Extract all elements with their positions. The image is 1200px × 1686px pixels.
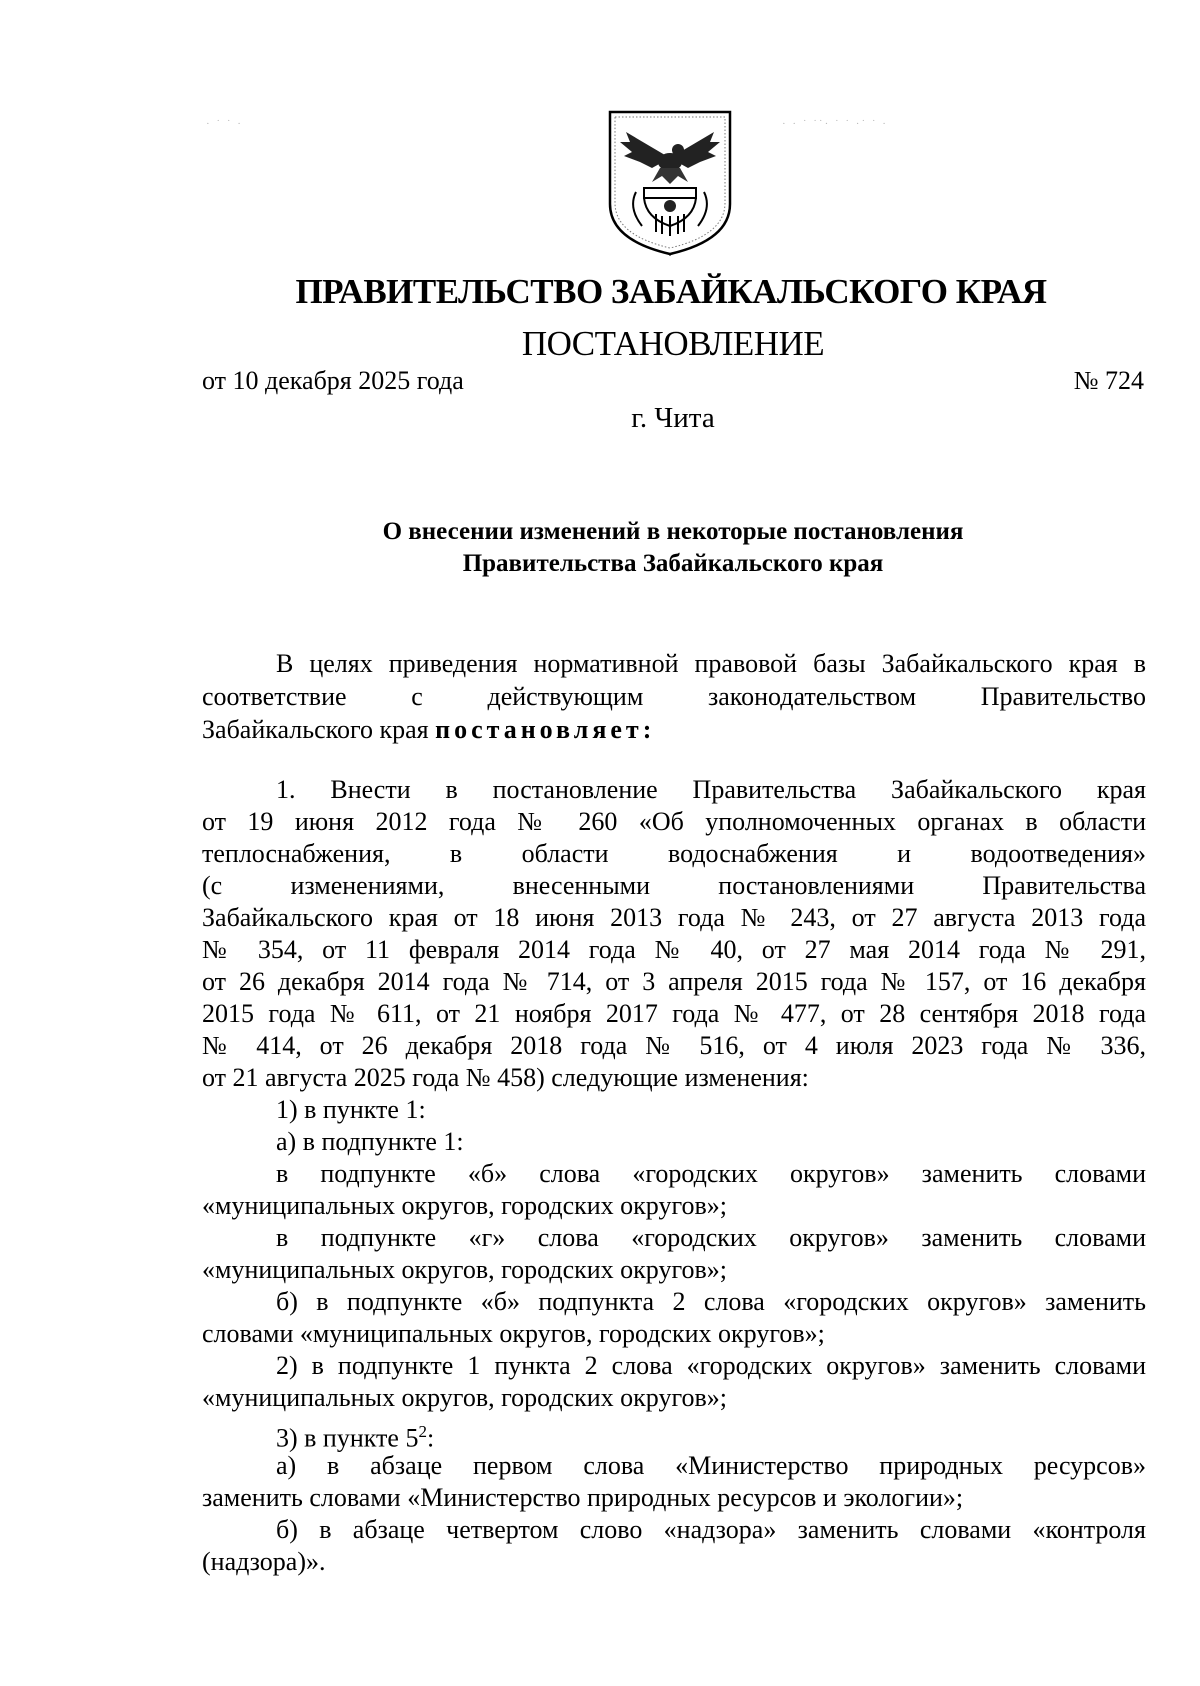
change-p1a-b-line-2: «муниципальных округов, городских округов»;: [202, 1191, 727, 1220]
change-p3-prefix: 3) в пункте 5: [276, 1423, 419, 1453]
change-p1a-g-line-2: «муниципальных округов, городских округов»;: [202, 1255, 727, 1284]
government-title: ПРАВИТЕЛЬСТВО ЗАБАЙКАЛЬСКОГО КРАЯ: [295, 272, 1047, 311]
document-date: от 10 декабря 2025 года: [202, 366, 464, 395]
change-p3: [276, 1416, 1146, 1453]
change-p3-suffix: :: [426, 1423, 435, 1453]
item1-line-6: № 354, от 11 февраля 2014 года № 40, от 27 мая 2014 года № 291,: [202, 935, 1146, 964]
item1-line-3: теплоснабжения, в области водоснабжения и водоотведения»: [202, 839, 1146, 868]
subject-line-1: О внесении изменений в некоторые постановления: [382, 518, 964, 545]
item1-line-10: от 21 августа 2025 года № 458) следующие изменения:: [202, 1063, 809, 1092]
preamble-line-3: [202, 714, 1146, 746]
preamble-line-3-text: Забайкальского края: [202, 715, 429, 744]
change-p3a-line-2: заменить словами «Министерство природных ресурсов и экологии»;: [202, 1483, 964, 1512]
document-city: г. Чита: [631, 402, 715, 434]
change-p3-superscript: 2: [418, 1422, 427, 1441]
scan-noise-left: · ˙ ˙ ·: [206, 118, 243, 130]
document-type: ПОСТАНОВЛЕНИЕ: [521, 324, 825, 363]
change-p2-line-2: «муниципальных округов, городских округов»;: [202, 1383, 727, 1412]
decree-word: постановляет:: [435, 715, 656, 744]
scan-noise-right: · · ˙ ˙˙· ˙ ˙ ·˙ ˙ ·: [782, 118, 888, 130]
preamble-line-2: соответствие с действующим законодательством Правительство: [202, 682, 1146, 711]
change-p1a: а) в подпункте 1:: [276, 1127, 464, 1156]
item1-line-7: от 26 декабря 2014 года № 714, от 3 апреля 2015 года № 157, от 16 декабря: [202, 967, 1146, 996]
change-p1b-line-1: б) в подпункте «б» подпункта 2 слова «городских округов» заменить: [276, 1287, 1146, 1316]
change-p3b-line-1: б) в абзаце четвертом слово «надзора» заменить словами «контроля: [276, 1515, 1146, 1544]
subject-line-2: Правительства Забайкальского края: [462, 550, 884, 577]
change-p3a-line-1: а) в абзаце первом слова «Министерство природных ресурсов»: [276, 1451, 1146, 1480]
item1-line-4: (с изменениями, внесенными постановлениями Правительства: [202, 871, 1146, 900]
preamble-line-1: В целях приведения нормативной правовой базы Забайкальского края в: [276, 649, 1146, 678]
document-number: № 724: [1073, 366, 1144, 395]
document-subject: [0, 516, 1200, 580]
coat-of-arms-emblem: [606, 108, 734, 256]
change-p2-line-1: 2) в подпункте 1 пункта 2 слова «городских округов» заменить словами: [276, 1351, 1146, 1380]
item1-line-5: Забайкальского края от 18 июня 2013 года № 243, от 27 августа 2013 года: [202, 903, 1146, 932]
item1-line-8: 2015 года № 611, от 21 ноября 2017 года № 477, от 28 сентября 2018 года: [202, 999, 1146, 1028]
change-p1b-line-2: словами «муниципальных округов, городских округов»;: [202, 1319, 825, 1348]
item1-line-9: № 414, от 26 декабря 2018 года № 516, от 4 июля 2023 года № 336,: [202, 1031, 1146, 1060]
change-p1: 1) в пункте 1:: [276, 1095, 426, 1124]
change-p1a-g-line-1: в подпункте «г» слова «городских округов» заменить словами: [276, 1223, 1146, 1252]
item1-line-1: 1. Внести в постановление Правительства Забайкальского края: [276, 775, 1146, 804]
change-p1a-b-line-1: в подпункте «б» слова «городских округов» заменить словами: [276, 1159, 1146, 1188]
change-p3b-line-2: (надзора)».: [202, 1547, 326, 1576]
item1-line-2: от 19 июня 2012 года № 260 «Об уполномоченных органах в области: [202, 807, 1146, 836]
